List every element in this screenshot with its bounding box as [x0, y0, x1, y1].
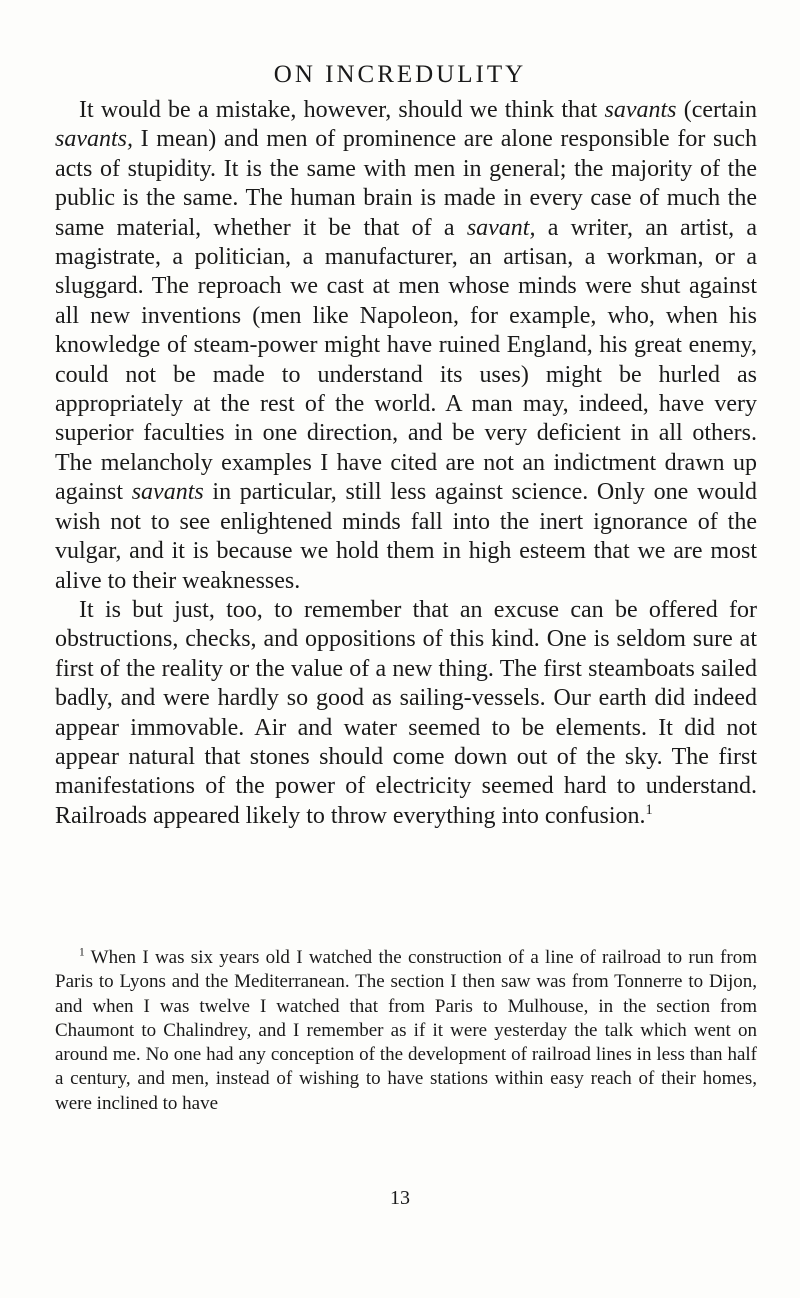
footnote	[55, 946, 757, 1116]
running-head: ON INCREDULITY	[273, 61, 527, 88]
footnote-reference: 1	[645, 801, 653, 818]
italic-term: savants	[131, 479, 204, 506]
text-run: (certain	[676, 97, 757, 123]
page-number: 13	[390, 1187, 410, 1209]
italic-term: savants	[604, 97, 677, 123]
paragraph-2	[55, 596, 757, 831]
text-run: in particular, still less against science. Only one would wish not to see enlightened minds fall into the inert ignorance of the vulgar, and it is because we hold them in high esteem that we are most alive to their weaknesses.	[55, 479, 758, 594]
italic-term: savants,	[55, 126, 133, 153]
footnote-marker: 1	[79, 946, 85, 959]
text-run: It is but just, too, to remember that an excuse can be offered for obstructions, checks, and oppositions of this kind. One is seldom sure at first of the reality or the value of a new thing. The first steamboats sailed badly, and were hardly so good as sailing-vessels. Our earth did indeed appear immovable. Air and water seemed to be elements. It did not appear natural that stones should come down out of the sky. The first manifestations of the power of electricity seemed hard to understand. Railroads appeared likely to throw everything into confusion.	[55, 596, 757, 829]
text-run: It would be a mistake, however, should we think that	[79, 97, 605, 123]
text-run: a writer, an artist, a magistrate, a politician, a manufacturer, an artisan, a workman, or a sluggard. The reproach we cast at men whose minds were shut against all new inventions (men like Napoleon, for example, who, when his knowledge of steam-power might have ruined England, his great enemy, could not be made to understand its uses) might be hurled as appropriately at the rest of the world. A man may, indeed, have very superior faculties in one direction, and be very deficient in all others. The melancholy examples I have cited are not an indictment drawn up against	[55, 214, 757, 506]
footnote-paragraph	[55, 946, 757, 1116]
italic-term: savant,	[466, 214, 536, 241]
paragraph-1	[55, 96, 757, 596]
footnote-text: When I was six years old I watched the construction of a line of railroad to run from Paris to Lyons and the Mediterranean. The section I then saw was from Tonnerre to Dijon, and when I was twelve I watched that from Paris to Mulhouse, in the section from Chaumont to Chalindrey, and I remember as if it were yesterday the talk which went on around me. No one had any conception of the development of railroad lines in less than half a century, and men, instead of wishing to have stations within easy reach of their homes, were inclined to have	[55, 947, 757, 1114]
body-text	[55, 96, 757, 831]
text-run: I mean) and men of prominence are alone responsible for such acts of stupidity. It is the same with men in general; the majority of the public is the same. The human brain is made in every case of much the same material, whether it be that of a	[55, 126, 757, 241]
